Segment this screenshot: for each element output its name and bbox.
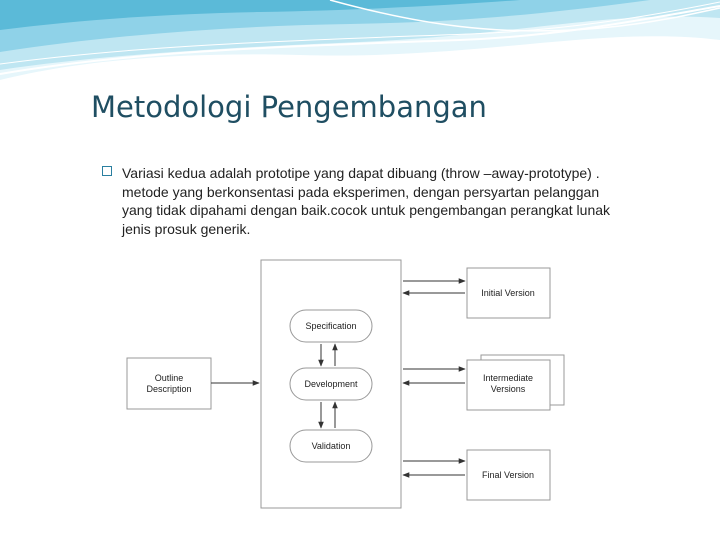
intermediate-label-line2: Versions bbox=[490, 384, 526, 394]
final-version-box bbox=[467, 450, 550, 500]
development-node bbox=[290, 368, 372, 400]
specification-node bbox=[290, 310, 372, 342]
development-label: Development bbox=[304, 379, 358, 389]
initial-version-label: Initial Version bbox=[481, 288, 535, 298]
bullet-text: Variasi kedua adalah prototipe yang dapat dibuang (throw –away-prototype) . metode yang berkonsentasi pada eksperimen, dengan persyartan pelanggan yang tidak dipahami dengan baik.cocok untuk pengembangan perangkat lunak jenis prosuk generik. bbox=[122, 165, 611, 237]
validation-label: Validation bbox=[311, 441, 351, 451]
intermediate-label-line1: Intermediate bbox=[482, 373, 534, 383]
intermediate-versions-box bbox=[467, 355, 564, 410]
outline-description-box bbox=[127, 358, 211, 409]
slide-title: Metodologi Pengembangan bbox=[91, 90, 487, 124]
specification-label: Specification bbox=[305, 321, 357, 331]
validation-node bbox=[290, 430, 372, 462]
outline-label-line2: Description bbox=[146, 384, 192, 394]
initial-version-box bbox=[467, 268, 550, 318]
outline-label-line1: Outline bbox=[154, 373, 184, 383]
final-version-label: Final Version bbox=[481, 470, 535, 480]
